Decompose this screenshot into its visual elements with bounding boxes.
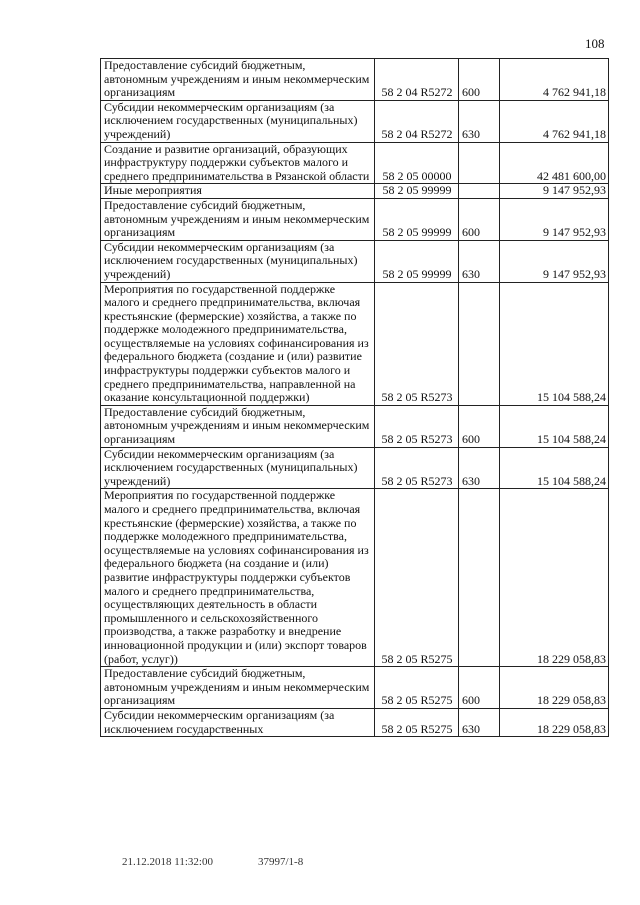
row-name-cell: Мероприятия по государственной поддержке малого и среднего предпринимательства, включая крестьянские (фермерские) хозяйства, а также по поддержке молодежного предпринимательства, осуществляемые на условиях софинансирования из федерального бюджета (на создание и (или) развитие инфраструктуры поддержки субъектов малого и среднего предпринимательства, осуществляющих деятельность в области промышленного и сельскохозяйственного производства, а также разработку и внедрение инновационной продукции и (или) экспорт товаров (работ, услуг)) <box>101 489 375 667</box>
row-sum-cell: 18 229 058,83 <box>500 667 609 709</box>
row-name-cell: Иные мероприятия <box>101 184 375 199</box>
row-expense-type-cell: 630 <box>459 708 500 736</box>
row-name-cell: Создание и развитие организаций, образующих инфраструктуру поддержки субъектов малого и среднего предпринимательства в Рязанской области <box>101 142 375 184</box>
table-row <box>101 100 609 142</box>
row-name-cell: Мероприятия по государственной поддержке малого и среднего предпринимательства, включая крестьянские (фермерские) хозяйства, а также по поддержке молодежного предпринимательства, осуществляемые на условиях софинансирования из федерального бюджета (создание и (или) развитие инфраструктуры поддержки субъектов малого и среднего предпринимательства, направленной на оказание консультационной поддержки) <box>101 282 375 405</box>
table-row <box>101 489 609 667</box>
row-expense-type-cell: 600 <box>459 405 500 447</box>
page-number: 108 <box>585 36 605 51</box>
row-sum-cell: 18 229 058,83 <box>500 708 609 736</box>
table-row <box>101 667 609 709</box>
table-row <box>101 59 609 101</box>
row-expense-type-cell: 630 <box>459 240 500 282</box>
row-code-cell: 58 2 05 R5275 <box>375 489 459 667</box>
table-row <box>101 240 609 282</box>
row-sum-cell: 9 147 952,93 <box>500 184 609 199</box>
row-sum-cell: 9 147 952,93 <box>500 198 609 240</box>
row-expense-type-cell: 630 <box>459 447 500 489</box>
table-row <box>101 198 609 240</box>
row-sum-cell: 4 762 941,18 <box>500 59 609 101</box>
row-name-cell: Предоставление субсидий бюджетным, автономным учреждениям и иным некоммерческим организациям <box>101 59 375 101</box>
row-expense-type-cell <box>459 282 500 405</box>
row-name-cell: Предоставление субсидий бюджетным, автономным учреждениям и иным некоммерческим организациям <box>101 198 375 240</box>
row-code-cell: 58 2 05 R5273 <box>375 447 459 489</box>
table-row <box>101 708 609 736</box>
row-code-cell: 58 2 05 R5273 <box>375 282 459 405</box>
row-sum-cell: 15 104 588,24 <box>500 405 609 447</box>
row-code-cell: 58 2 05 R5273 <box>375 405 459 447</box>
row-code-cell: 58 2 05 00000 <box>375 142 459 184</box>
row-name-cell: Предоставление субсидий бюджетным, автономным учреждениям и иным некоммерческим организациям <box>101 405 375 447</box>
footer-date: 21.12.2018 11:32:00 <box>122 856 213 868</box>
row-expense-type-cell <box>459 142 500 184</box>
table-row <box>101 142 609 184</box>
row-code-cell: 58 2 05 R5275 <box>375 708 459 736</box>
row-expense-type-cell: 600 <box>459 667 500 709</box>
table-row <box>101 447 609 489</box>
row-name-cell: Субсидии некоммерческим организациям (за исключением государственных <box>101 708 375 736</box>
row-sum-cell: 42 481 600,00 <box>500 142 609 184</box>
row-code-cell: 58 2 05 99999 <box>375 198 459 240</box>
row-code-cell: 58 2 05 R5275 <box>375 667 459 709</box>
row-sum-cell: 4 762 941,18 <box>500 100 609 142</box>
row-sum-cell: 15 104 588,24 <box>500 282 609 405</box>
row-name-cell: Субсидии некоммерческим организациям (за исключением государственных (муниципальных) учреждений) <box>101 447 375 489</box>
row-code-cell: 58 2 04 R5272 <box>375 59 459 101</box>
budget-table <box>100 58 609 737</box>
row-sum-cell: 18 229 058,83 <box>500 489 609 667</box>
row-sum-cell: 15 104 588,24 <box>500 447 609 489</box>
table-row <box>101 282 609 405</box>
row-code-cell: 58 2 05 99999 <box>375 184 459 199</box>
row-code-cell: 58 2 05 99999 <box>375 240 459 282</box>
table-row <box>101 184 609 199</box>
row-name-cell: Предоставление субсидий бюджетным, автономным учреждениям и иным некоммерческим организациям <box>101 667 375 709</box>
row-name-cell: Субсидии некоммерческим организациям (за исключением государственных (муниципальных) учреждений) <box>101 100 375 142</box>
row-expense-type-cell: 630 <box>459 100 500 142</box>
row-expense-type-cell: 600 <box>459 59 500 101</box>
row-code-cell: 58 2 04 R5272 <box>375 100 459 142</box>
row-expense-type-cell: 600 <box>459 198 500 240</box>
footer-doc-number: 37997/1-8 <box>258 856 304 868</box>
row-expense-type-cell <box>459 489 500 667</box>
row-name-cell: Субсидии некоммерческим организациям (за исключением государственных (муниципальных) учреждений) <box>101 240 375 282</box>
row-sum-cell: 9 147 952,93 <box>500 240 609 282</box>
table-row <box>101 405 609 447</box>
row-expense-type-cell <box>459 184 500 199</box>
